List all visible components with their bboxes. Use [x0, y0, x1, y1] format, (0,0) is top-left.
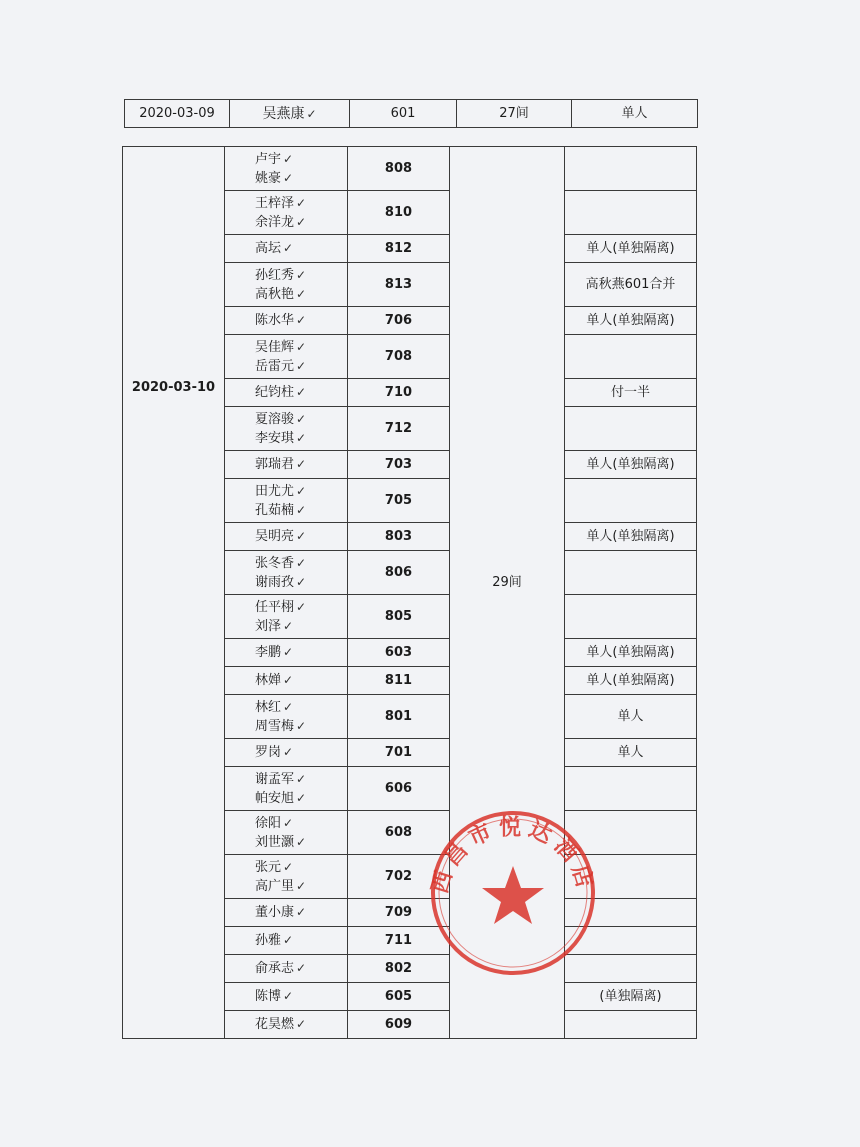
- note-cell: [565, 551, 697, 595]
- guest-name-line: [255, 903, 347, 922]
- room-cell: 609: [348, 1011, 450, 1039]
- guest-name: 吴佳辉: [255, 339, 295, 355]
- names-cell: [225, 983, 348, 1011]
- guest-name: 张冬香: [255, 555, 295, 571]
- guest-name-line: [255, 194, 347, 213]
- record-table-2020-03-09: [124, 99, 698, 128]
- checkmark-icon: ✓: [296, 411, 307, 426]
- guest-name: 林红: [255, 699, 282, 715]
- note-cell: 单人(单独隔离): [565, 667, 697, 695]
- checkmark-icon: ✓: [296, 313, 307, 327]
- names-cell: [225, 479, 348, 523]
- guest-name: 高秋艳: [255, 286, 295, 302]
- guest-name: 谢孟军: [255, 771, 295, 787]
- guest-name-line: [255, 833, 347, 852]
- checkmark-icon: ✓: [296, 599, 307, 614]
- note-cell: 单人(单独隔离): [565, 307, 697, 335]
- checkmark-icon: ✓: [283, 241, 294, 255]
- guest-name-line: [255, 311, 347, 330]
- note-cell: [565, 147, 697, 191]
- names-cell: [225, 407, 348, 451]
- guest-name: 孔茹楠: [255, 502, 295, 518]
- checkmark-icon: ✓: [296, 555, 307, 570]
- checkmark-icon: ✓: [296, 878, 307, 893]
- table-row: [123, 147, 697, 191]
- checkmark-icon: ✓: [296, 430, 307, 445]
- guest-name-line: [255, 1015, 347, 1034]
- svg-text:西昌市悦达酒店: 西昌市悦达酒店: [428, 815, 598, 897]
- checkmark-icon: ✓: [283, 151, 294, 166]
- checkmark-icon: ✓: [296, 267, 307, 282]
- guest-name-line: [255, 266, 347, 285]
- guest-name-line: [255, 643, 347, 662]
- guest-name: 孙雅: [255, 933, 282, 948]
- guest-name: 董小康: [255, 905, 295, 920]
- checkmark-icon: ✓: [296, 771, 307, 786]
- checkmark-icon: ✓: [296, 339, 307, 354]
- room-cell: 806: [348, 551, 450, 595]
- guest-name: 李鹏: [255, 645, 282, 660]
- guest-name-line: [255, 501, 347, 520]
- checkmark-icon: ✓: [296, 286, 307, 301]
- guest-name: 吴燕康: [262, 105, 305, 122]
- names-cell: [225, 955, 348, 983]
- checkmark-icon: ✓: [296, 834, 307, 849]
- guest-name-line: [255, 169, 347, 188]
- guest-name-line: [255, 698, 347, 717]
- checkmark-icon: ✓: [296, 502, 307, 517]
- guest-name: 高坛: [255, 241, 282, 256]
- names-cell: [225, 191, 348, 235]
- checkmark-icon: ✓: [283, 745, 294, 759]
- guest-name: 陈水华: [255, 313, 295, 328]
- guest-name-line: [255, 429, 347, 448]
- guest-name: 谢雨孜: [255, 574, 295, 590]
- room-cell: 701: [348, 739, 450, 767]
- guest-name: 余洋龙: [255, 214, 295, 230]
- checkmark-icon: ✓: [296, 214, 307, 229]
- note-cell: 单人(单独隔离): [565, 523, 697, 551]
- names-cell: [225, 263, 348, 307]
- checkmark-icon: ✓: [296, 457, 307, 471]
- guest-name: 周雪梅: [255, 718, 295, 734]
- table-row: [125, 100, 698, 128]
- checkmark-icon: ✓: [283, 673, 294, 687]
- names-cell: [225, 695, 348, 739]
- room-cell: 803: [348, 523, 450, 551]
- room-cell: 603: [348, 639, 450, 667]
- guest-name-line: [255, 598, 347, 617]
- guest-name-line: [255, 987, 347, 1006]
- names-cell: [225, 739, 348, 767]
- date-cell: 2020-03-09: [125, 100, 230, 128]
- note-cell: [565, 479, 697, 523]
- note-cell: [565, 595, 697, 639]
- checkmark-icon: ✓: [296, 385, 307, 399]
- names-cell: [225, 855, 348, 899]
- checkmark-icon: ✓: [283, 170, 294, 185]
- room-cell: 802: [348, 955, 450, 983]
- checkmark-icon: ✓: [296, 905, 307, 919]
- guest-name-line: [255, 410, 347, 429]
- guest-name-line: [255, 527, 347, 546]
- guest-name: 俞承志: [255, 961, 295, 976]
- note-cell: 付一半: [565, 379, 697, 407]
- guest-name-line: [255, 383, 347, 402]
- guest-name: 李安琪: [255, 430, 295, 446]
- guest-name-line: [255, 357, 347, 376]
- guest-name-line: [255, 338, 347, 357]
- guest-name: 卢宇: [255, 151, 282, 167]
- guest-name-line: [255, 239, 347, 258]
- names-cell: [225, 451, 348, 479]
- checkmark-icon: ✓: [283, 645, 294, 659]
- names-cell: [225, 927, 348, 955]
- guest-name-line: [255, 959, 347, 978]
- note-cell: 单人(单独隔离): [565, 451, 697, 479]
- guest-name-line: [255, 743, 347, 762]
- checkmark-icon: ✓: [296, 718, 307, 733]
- room-cell: 811: [348, 667, 450, 695]
- room-cell: 606: [348, 767, 450, 811]
- note-cell: [565, 191, 697, 235]
- guest-name-line: [255, 770, 347, 789]
- names-cell: [225, 811, 348, 855]
- checkmark-icon: ✓: [296, 961, 307, 975]
- checkmark-icon: ✓: [283, 815, 294, 830]
- names-cell: [225, 235, 348, 263]
- guest-name-line: [255, 617, 347, 636]
- checkmark-icon: ✓: [296, 790, 307, 805]
- total-rooms-cell: 27间: [457, 100, 572, 128]
- room-cell: 711: [348, 927, 450, 955]
- guest-name-line: [255, 554, 347, 573]
- room-cell: 706: [348, 307, 450, 335]
- names-cell: [225, 667, 348, 695]
- guest-name: 帕安旭: [255, 790, 295, 806]
- guest-name-line: [255, 573, 347, 592]
- names-cell: [225, 595, 348, 639]
- room-cell: 808: [348, 147, 450, 191]
- guest-name: 罗岗: [255, 745, 282, 760]
- room-cell: 709: [348, 899, 450, 927]
- guest-name-line: [255, 789, 347, 808]
- guest-name: 任平栩: [255, 599, 295, 615]
- total-rooms-cell: 29间: [450, 147, 565, 1039]
- guest-name: 郭瑞君: [255, 457, 295, 472]
- checkmark-icon: ✓: [283, 618, 294, 633]
- guest-name: 刘泽: [255, 618, 282, 634]
- name-cell: [230, 100, 350, 128]
- room-cell: 703: [348, 451, 450, 479]
- note-cell: 单人(单独隔离): [565, 235, 697, 263]
- guest-name: 夏溶骏: [255, 411, 295, 427]
- checkmark-icon: ✓: [296, 529, 307, 543]
- room-cell: 801: [348, 695, 450, 739]
- guest-name-line: [255, 671, 347, 690]
- guest-name: 刘世灏: [255, 834, 295, 850]
- note-cell: 单人: [572, 100, 698, 128]
- hotel-seal: [428, 808, 598, 978]
- guest-name: 吴明亮: [255, 529, 295, 544]
- room-cell: 710: [348, 379, 450, 407]
- guest-name-line: [255, 814, 347, 833]
- checkmark-icon: ✓: [283, 989, 294, 1003]
- guest-name-line: [255, 482, 347, 501]
- room-cell: 813: [348, 263, 450, 307]
- guest-name-line: [255, 931, 347, 950]
- names-cell: [225, 147, 348, 191]
- names-cell: [225, 307, 348, 335]
- checkmark-icon: ✓: [283, 699, 294, 714]
- guest-name-line: [255, 150, 347, 169]
- names-cell: [225, 379, 348, 407]
- guest-name: 林婵: [255, 673, 282, 688]
- names-cell: [225, 551, 348, 595]
- checkmark-icon: ✓: [283, 933, 294, 947]
- note-cell: [565, 1011, 697, 1039]
- room-cell: 812: [348, 235, 450, 263]
- note-cell: 单人: [565, 739, 697, 767]
- checkmark-icon: ✓: [283, 859, 294, 874]
- guest-name-line: [255, 455, 347, 474]
- star-icon: [482, 866, 544, 924]
- checkmark-icon: ✓: [296, 574, 307, 589]
- room-cell: 702: [348, 855, 450, 899]
- checkmark-icon: ✓: [296, 1017, 307, 1031]
- guest-name: 陈博: [255, 989, 282, 1004]
- guest-name-line: [255, 877, 347, 896]
- note-cell: 单人: [565, 695, 697, 739]
- note-cell: (单独隔离): [565, 983, 697, 1011]
- date-cell: 2020-03-10: [123, 147, 225, 1039]
- room-cell: 708: [348, 335, 450, 379]
- note-cell: [565, 767, 697, 811]
- checkmark-icon: ✓: [306, 106, 317, 121]
- record-table-2020-03-10: [122, 146, 697, 1039]
- room-cell: 810: [348, 191, 450, 235]
- names-cell: [225, 523, 348, 551]
- note-cell: [565, 407, 697, 451]
- room-cell: 712: [348, 407, 450, 451]
- guest-name: 田尤尤: [255, 483, 295, 499]
- note-cell: [565, 335, 697, 379]
- checkmark-icon: ✓: [296, 483, 307, 498]
- room-cell: 608: [348, 811, 450, 855]
- guest-name-line: [255, 213, 347, 232]
- guest-name: 纪钧柱: [255, 385, 295, 400]
- names-cell: [225, 899, 348, 927]
- names-cell: [225, 1011, 348, 1039]
- guest-name-line: [255, 717, 347, 736]
- guest-name-line: [255, 285, 347, 304]
- guest-name: 姚豪: [255, 170, 282, 186]
- guest-name-line: [255, 858, 347, 877]
- names-cell: [225, 639, 348, 667]
- guest-name: 花昊燃: [255, 1017, 295, 1032]
- room-cell: 605: [348, 983, 450, 1011]
- guest-name: 张元: [255, 859, 282, 875]
- room-cell: 805: [348, 595, 450, 639]
- names-cell: [225, 767, 348, 811]
- note-cell: 高秋燕601合并: [565, 263, 697, 307]
- names-cell: [225, 335, 348, 379]
- guest-name: 王梓泽: [255, 195, 295, 211]
- checkmark-icon: ✓: [296, 358, 307, 373]
- checkmark-icon: ✓: [296, 195, 307, 210]
- note-cell: 单人(单独隔离): [565, 639, 697, 667]
- guest-name: 孙红秀: [255, 267, 295, 283]
- guest-name: 徐阳: [255, 815, 282, 831]
- guest-name: 岳雷元: [255, 358, 295, 374]
- guest-name: 高广里: [255, 878, 295, 894]
- room-cell: 705: [348, 479, 450, 523]
- room-cell: 601: [350, 100, 457, 128]
